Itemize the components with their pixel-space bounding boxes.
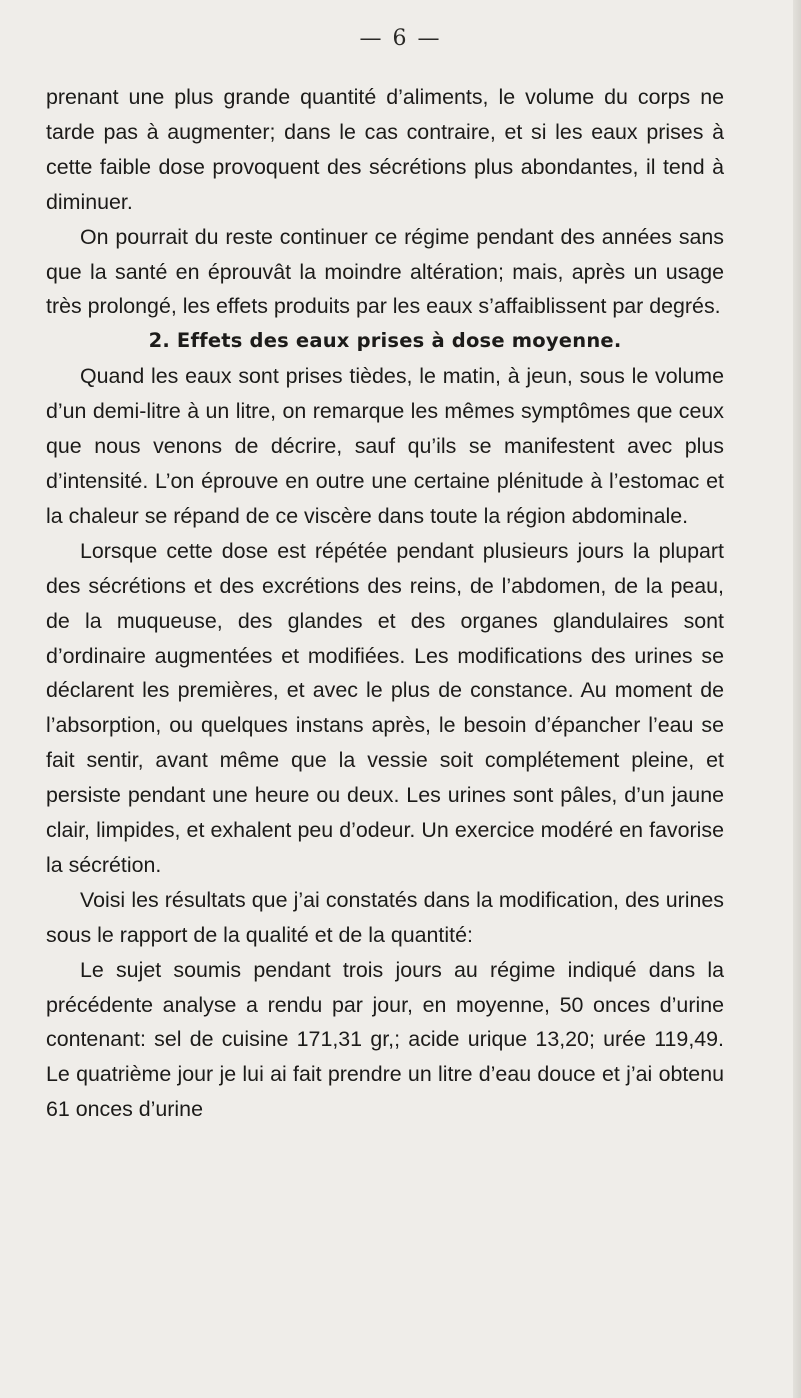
page-edge [793,0,801,1398]
paragraph-continued: prenant une plus grande quantité d’aliments, le volume du corps ne tarde pas à augmenter; dans le cas contraire, et si les eaux prises à cette faible dose provoquent des sécrétions plus abondantes, il tend à diminuer. [46,85,724,214]
paragraph: Quand les eaux sont prises tièdes, le matin, à jeun, sous le volume d’un demi-litre à un litre, on remarque les mêmes symptômes que ceux que nous venons de décrire, sauf qu’ils se manifestent avec plus d’intensité. L’on éprouve en outre une certaine plénitude à l’estomac et la chaleur se répand de ce viscère dans toute la région abdominale. [46,364,724,528]
page-body [46,80,724,1127]
paragraph: Le sujet soumis pendant trois jours au régime indiqué dans la précédente analyse a rendu par jour, en moyenne, 50 onces d’urine contenant: sel de cuisine 171,31 gr,; acide urique 13,20; urée 119,49. Le quatrième jour je lui ai fait prendre un litre d’eau douce et j’ai obtenu 61 onces d’urine [46,957,724,1122]
page-number-header: — 6 — [359,26,442,51]
section-heading: 2. Effets des eaux prises à dose moyenne. [148,329,622,353]
paragraph: On pourrait du reste continuer ce régime pendant des années sans que la santé en éprouvât la moindre altération; mais, après un usage très prolongé, les effets produits par les eaux s’affaiblissent par degrés. [46,224,724,319]
paragraph: Lorsque cette dose est répétée pendant plusieurs jours la plupart des sécrétions et des excrétions des reins, de l’abdomen, de la peau, de la muqueuse, des glandes et des organes glandulaires sont d’ordinaire augmentées et modifiées. Les modifications des urines se déclarent les premières, et avec le plus de constance. Au moment de l’absorption, ou quelques instans après, le besoin d’épancher l’eau se fait sentir, avant même que la vessie soit complétement pleine, et persiste pendant une heure ou deux. Les urines sont pâles, d’un jaune clair, limpides, et exhalent peu d’odeur. Un exercice modéré en favorise la sécrétion. [46,538,724,877]
paragraph: Voisi les résultats que j’ai constatés dans la modification, des urines sous le rapport de la qualité et de la quantité: [46,887,724,947]
